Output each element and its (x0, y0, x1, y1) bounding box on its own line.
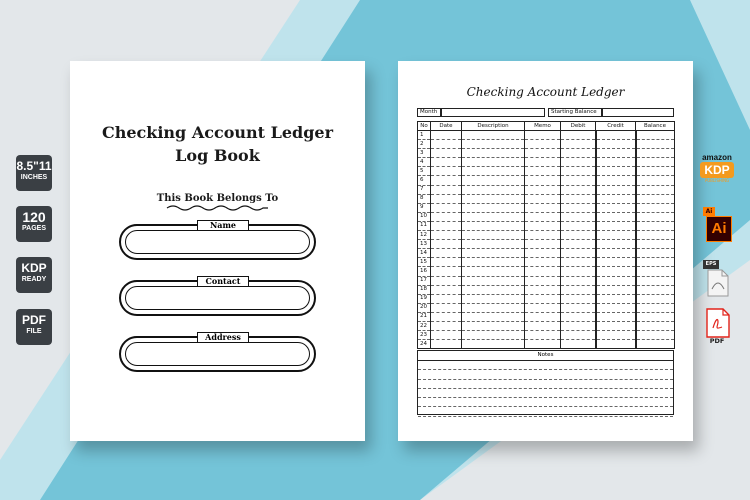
ledger-cell (525, 149, 561, 158)
row-number: 5 (418, 167, 431, 176)
eps-file-logo: EPS (697, 260, 737, 298)
row-number: 22 (418, 321, 431, 330)
ledger-row (418, 258, 675, 267)
row-number: 3 (418, 149, 431, 158)
ledger-row (418, 149, 675, 158)
pdf-file-logo: PDF (697, 308, 737, 346)
ledger-cell (462, 194, 525, 203)
amazon-kdp-logo: amazon KDP PUBLISHING (697, 153, 737, 193)
ledger-row (418, 312, 675, 321)
ledger-cell (525, 158, 561, 167)
ledger-cell (561, 294, 596, 303)
ledger-cell (596, 331, 636, 340)
ledger-cell (596, 267, 636, 276)
ledger-row (418, 240, 675, 249)
ledger-cell (561, 340, 596, 349)
ledger-cell (525, 176, 561, 185)
ledger-cell (431, 249, 462, 258)
ledger-cell (596, 231, 636, 240)
ledger-row (418, 140, 675, 149)
size-badge: 8.5"11 INCHES (16, 155, 52, 191)
ledger-cell (462, 131, 525, 140)
ledger-cell (525, 167, 561, 176)
row-number: 4 (418, 158, 431, 167)
ledger-cell (636, 285, 675, 294)
ledger-cell (525, 203, 561, 212)
note-line (418, 380, 673, 389)
ledger-cell (431, 221, 462, 230)
ledger-cell (462, 167, 525, 176)
row-number: 13 (418, 240, 431, 249)
ledger-cell (636, 321, 675, 330)
ledger-cell (596, 285, 636, 294)
ledger-row (418, 212, 675, 221)
ledger-cell (431, 331, 462, 340)
ledger-cell (636, 212, 675, 221)
row-number: 18 (418, 285, 431, 294)
row-number: 24 (418, 340, 431, 349)
ledger-cell (561, 140, 596, 149)
row-number: 14 (418, 249, 431, 258)
col-header: Description (462, 122, 525, 131)
ledger-cell (525, 140, 561, 149)
ledger-cell (431, 203, 462, 212)
contact-field-label: Contact (197, 276, 249, 287)
ledger-cell (636, 331, 675, 340)
ledger-cell (431, 149, 462, 158)
ledger-cell (462, 185, 525, 194)
ledger-row (418, 331, 675, 340)
ledger-cell (525, 285, 561, 294)
ledger-header-row (418, 122, 675, 131)
ledger-cell (636, 203, 675, 212)
ledger-cell (561, 212, 596, 221)
ledger-cell (596, 212, 636, 221)
ledger-cell (431, 303, 462, 312)
ledger-cell (462, 258, 525, 267)
month-label: Month (417, 108, 441, 117)
ledger-row (418, 167, 675, 176)
row-number: 21 (418, 312, 431, 321)
ledger-cell (596, 312, 636, 321)
ledger-cell (636, 267, 675, 276)
ledger-row (418, 203, 675, 212)
ledger-cell (636, 258, 675, 267)
ledger-cell (596, 167, 636, 176)
ledger-cell (462, 321, 525, 330)
ledger-cell (525, 231, 561, 240)
ledger-row (418, 303, 675, 312)
ledger-cell (431, 285, 462, 294)
ledger-cell (462, 276, 525, 285)
ledger-cell (431, 267, 462, 276)
ledger-cell (636, 158, 675, 167)
row-number: 16 (418, 267, 431, 276)
ledger-cell (431, 321, 462, 330)
ledger-cell (431, 131, 462, 140)
ledger-cell (431, 340, 462, 349)
ledger-row (418, 185, 675, 194)
ledger-row (418, 276, 675, 285)
ledger-cell (636, 221, 675, 230)
row-number: 6 (418, 176, 431, 185)
ledger-cell (636, 140, 675, 149)
ledger-cell (462, 176, 525, 185)
cover-page (70, 61, 365, 441)
ledger-cell (431, 276, 462, 285)
ledger-cell (525, 321, 561, 330)
ledger-page (398, 61, 693, 441)
ledger-cell (636, 131, 675, 140)
ledger-cell (561, 249, 596, 258)
ledger-cell (561, 194, 596, 203)
ledger-cell (596, 194, 636, 203)
ledger-cell (525, 240, 561, 249)
note-line (418, 370, 673, 379)
note-line (418, 398, 673, 407)
ledger-cell (462, 221, 525, 230)
ledger-cell (525, 249, 561, 258)
ledger-cell (525, 312, 561, 321)
ledger-cell (525, 212, 561, 221)
ledger-row (418, 231, 675, 240)
ledger-cell (596, 321, 636, 330)
row-number: 20 (418, 303, 431, 312)
ledger-cell (431, 140, 462, 149)
ledger-cell (462, 212, 525, 221)
ledger-cell (561, 176, 596, 185)
row-number: 23 (418, 331, 431, 340)
row-number: 19 (418, 294, 431, 303)
belongs-to-label: This Book Belongs To (156, 193, 279, 204)
ledger-row (418, 294, 675, 303)
ledger-cell (636, 194, 675, 203)
pdf-document-icon (706, 308, 730, 338)
ledger-cell (525, 331, 561, 340)
starting-balance-label: Starting Balance (548, 108, 602, 117)
row-number: 1 (418, 131, 431, 140)
ledger-cell (636, 303, 675, 312)
row-number: 17 (418, 276, 431, 285)
ledger-title: Checking Account Ledger (466, 85, 625, 99)
ledger-cell (596, 303, 636, 312)
ledger-cell (525, 221, 561, 230)
col-header: Debit (561, 122, 596, 131)
ledger-cell (561, 149, 596, 158)
ledger-row (418, 321, 675, 330)
col-header: Credit (596, 122, 636, 131)
row-number: 2 (418, 140, 431, 149)
wavy-underline (165, 204, 270, 212)
ledger-cell (462, 331, 525, 340)
ledger-cell (431, 185, 462, 194)
ledger-cell (462, 267, 525, 276)
ledger-row (418, 194, 675, 203)
ledger-cell (636, 294, 675, 303)
ledger-cell (561, 276, 596, 285)
ledger-cell (525, 185, 561, 194)
row-number: 12 (418, 231, 431, 240)
address-field-frame (119, 332, 316, 372)
ledger-cell (561, 240, 596, 249)
ledger-cell (596, 185, 636, 194)
ledger-row (418, 221, 675, 230)
contact-field-frame (119, 276, 316, 316)
ledger-cell (561, 158, 596, 167)
ledger-cell (596, 203, 636, 212)
col-header: Date (431, 122, 462, 131)
ledger-cell (462, 285, 525, 294)
ledger-cell (561, 167, 596, 176)
note-line (418, 389, 673, 398)
name-field-frame (119, 220, 316, 260)
ledger-cell (636, 240, 675, 249)
eps-document-icon (707, 269, 729, 297)
ledger-cell (636, 249, 675, 258)
ledger-row (418, 285, 675, 294)
ledger-row (418, 267, 675, 276)
ledger-cell (636, 167, 675, 176)
month-value-box (441, 108, 545, 117)
ledger-cell (596, 276, 636, 285)
ledger-cell (636, 149, 675, 158)
row-number: 8 (418, 194, 431, 203)
note-line (418, 361, 673, 370)
ledger-cell (525, 267, 561, 276)
ledger-cell (431, 294, 462, 303)
ledger-cell (561, 267, 596, 276)
ledger-cell (431, 194, 462, 203)
ledger-row (418, 131, 675, 140)
col-header: No (418, 122, 431, 131)
ledger-cell (462, 140, 525, 149)
ledger-cell (596, 249, 636, 258)
name-field-label: Name (197, 220, 249, 231)
row-number: 11 (418, 221, 431, 230)
ledger-cell (636, 185, 675, 194)
ledger-cell (431, 167, 462, 176)
ledger-cell (462, 203, 525, 212)
ledger-table (417, 121, 675, 349)
ledger-cell (596, 221, 636, 230)
ledger-cell (561, 258, 596, 267)
ledger-cell (596, 131, 636, 140)
ledger-cell (525, 258, 561, 267)
kdp-ready-badge: KDP READY (16, 257, 52, 293)
ledger-cell (525, 303, 561, 312)
ledger-cell (636, 340, 675, 349)
ledger-cell (431, 231, 462, 240)
ledger-cell (561, 221, 596, 230)
ledger-cell (431, 176, 462, 185)
ledger-row (418, 340, 675, 349)
ledger-cell (561, 185, 596, 194)
ledger-cell (596, 258, 636, 267)
row-number: 9 (418, 203, 431, 212)
ledger-cell (462, 158, 525, 167)
notes-label: Notes (418, 351, 673, 361)
ledger-cell (431, 240, 462, 249)
address-field-label: Address (197, 332, 249, 343)
row-number: 10 (418, 212, 431, 221)
col-header: Balance (636, 122, 675, 131)
ledger-cell (431, 158, 462, 167)
ledger-cell (525, 131, 561, 140)
ledger-cell (462, 149, 525, 158)
ledger-cell (561, 321, 596, 330)
ledger-cell (561, 303, 596, 312)
ledger-row (418, 249, 675, 258)
ledger-cell (561, 285, 596, 294)
ledger-cell (636, 231, 675, 240)
ledger-cell (561, 312, 596, 321)
ledger-cell (525, 294, 561, 303)
ledger-cell (596, 340, 636, 349)
cover-title-line1: Checking Account Ledger (101, 123, 334, 142)
ledger-cell (596, 149, 636, 158)
ledger-cell (462, 303, 525, 312)
ledger-cell (596, 140, 636, 149)
row-number: 7 (418, 185, 431, 194)
illustrator-logo: Ai Ai (697, 207, 737, 245)
ledger-cell (596, 176, 636, 185)
ledger-cell (431, 312, 462, 321)
ledger-cell (462, 231, 525, 240)
starting-balance-value-box (602, 108, 674, 117)
ledger-cell (462, 294, 525, 303)
ledger-row (418, 158, 675, 167)
ledger-cell (596, 294, 636, 303)
notes-box (417, 350, 674, 415)
ledger-cell (561, 231, 596, 240)
ledger-cell (462, 249, 525, 258)
ledger-cell (636, 176, 675, 185)
ledger-cell (561, 331, 596, 340)
col-header: Memo (525, 122, 561, 131)
ledger-row (418, 176, 675, 185)
pdf-file-badge: PDF FILE (16, 309, 52, 345)
ledger-cell (561, 131, 596, 140)
ledger-cell (636, 312, 675, 321)
ledger-cell (636, 276, 675, 285)
pages-badge: 120 PAGES (16, 206, 52, 242)
row-number: 15 (418, 258, 431, 267)
ledger-cell (462, 312, 525, 321)
ledger-cell (596, 158, 636, 167)
ledger-cell (431, 212, 462, 221)
ledger-cell (462, 340, 525, 349)
ledger-cell (462, 240, 525, 249)
ledger-cell (431, 258, 462, 267)
note-line (418, 407, 673, 416)
ledger-cell (525, 340, 561, 349)
cover-title-line2: Log Book (175, 146, 260, 165)
ledger-cell (525, 194, 561, 203)
ledger-cell (596, 240, 636, 249)
ledger-cell (525, 276, 561, 285)
ledger-cell (561, 203, 596, 212)
